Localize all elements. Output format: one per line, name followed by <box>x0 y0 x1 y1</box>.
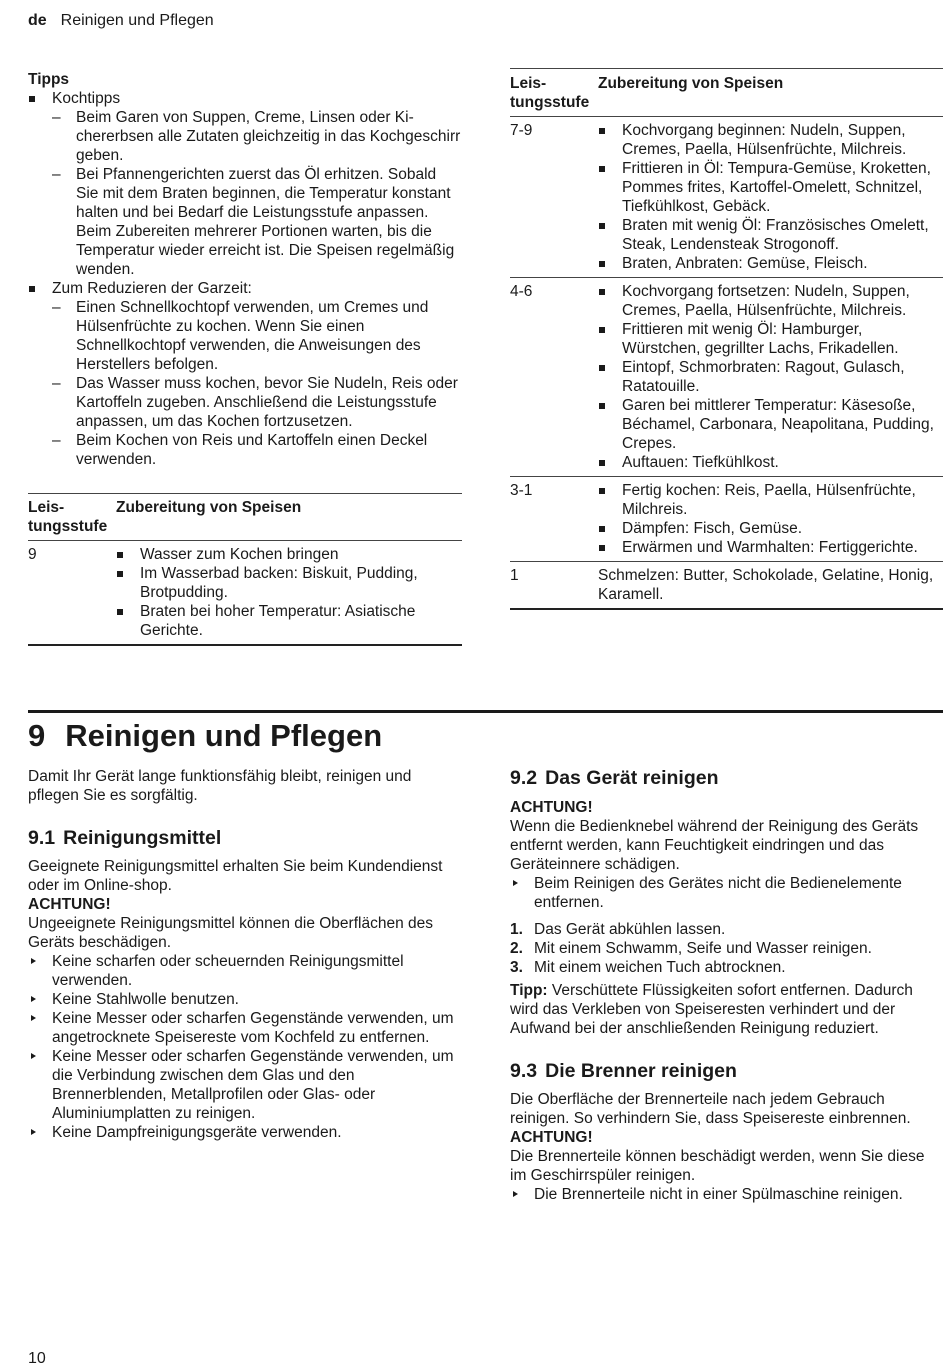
table-cell-preparation: Schmelzen: Butter, Schokolade, Gelatine, Honig, Karamell. <box>598 567 934 603</box>
list-item: Dämpfen: Fisch, Gemüse. <box>598 519 943 538</box>
subsection-heading <box>510 1059 943 1083</box>
tips-sublist <box>52 298 462 469</box>
tips-group-label: Zum Reduzieren der Garzeit: <box>52 280 252 297</box>
tip-label: Tipp: <box>510 982 548 999</box>
table-cell-level: 9 <box>28 546 37 563</box>
instruction-list <box>510 1185 943 1204</box>
subsection-heading <box>28 826 462 850</box>
list-item: Die Brennerteile nicht in einer Spülmaschine reinigen. <box>510 1185 943 1204</box>
tip-paragraph <box>510 981 943 1038</box>
running-header <box>28 11 214 30</box>
step-text: Mit einem weichen Tuch abtrocknen. <box>534 959 786 976</box>
list-item: Eintopf, Schmorbraten: Ragout, Gulasch, Ratatouille. <box>598 358 943 396</box>
table-cell-preparation <box>598 278 943 477</box>
step-number: 2. <box>510 940 523 957</box>
tips-group-label: Kochtipps <box>52 90 121 107</box>
subsection-number: 9.1 <box>28 827 56 849</box>
table-cell-preparation <box>598 477 943 562</box>
step-number: 3. <box>510 959 523 976</box>
table-row <box>28 541 462 646</box>
table-header-level: Leistungsstufe <box>510 75 590 111</box>
list-item: Braten, Anbraten: Gemüse, Fleisch. <box>598 254 943 273</box>
tips-sublist <box>52 108 462 279</box>
tip-item: – Das Wasser muss kochen, bevor Sie Nudeln, Reis oder Kartoffeln zugeben. Anschließend die Leistungsstufe anpassen, um das Kochen fortzusetzen. <box>52 374 462 431</box>
table-cell-level: 3-1 <box>510 482 533 499</box>
subsection-number: 9.2 <box>510 767 538 789</box>
warning-text: Die Brennerteile können beschädigt werden, wenn Sie diese im Geschirrspüler reinigen. <box>510 1148 925 1184</box>
table-row <box>510 278 943 477</box>
list-item: Keine Messer oder scharfen Gegenstände verwenden, um die Verbindung zwischen dem Glas und den Brennerblenden, Metallprofilen oder Glas- oder Aluminiumplatten zu reinigen. <box>28 1047 462 1123</box>
table-cell-preparation <box>116 541 462 646</box>
paragraph: Die Oberfläche der Brennerteile nach jedem Gebrauch reinigen. So verhindern Sie, dass Speisereste einbrennen. <box>510 1091 911 1127</box>
paragraph: Geeignete Reinigungsmittel erhalten Sie beim Kundendienst oder im Online-shop. <box>28 858 443 894</box>
list-item: Garen bei mittlerer Temperatur: Käsesoße, Béchamel, Carbonara, Neapolitana, Pudding, Crepes. <box>598 396 943 453</box>
list-item: Im Wasserbad backen: Biskuit, Pudding, Brotpudding. <box>116 564 462 602</box>
list-item: Erwärmen und Warmhalten: Fertiggerichte. <box>598 538 943 557</box>
table-row <box>510 117 943 278</box>
table-row <box>510 477 943 562</box>
header-title: Reinigen und Pflegen <box>60 12 214 29</box>
list-item: Frittieren mit wenig Öl: Hamburger, Würstchen, gegrillter Lachs, Frikadellen. <box>598 320 943 358</box>
section-number: 9 <box>28 718 46 753</box>
subsection-heading <box>510 766 943 790</box>
step-item <box>510 958 943 977</box>
step-item <box>510 920 943 939</box>
step-list <box>510 920 943 977</box>
tip-item: – Einen Schnellkochtopf verwenden, um Cremes und Hülsenfrüchte zu kochen. Wenn Sie einen Schnellkochtopf verwenden, die Anweisungen des Herstellers befolgen. <box>52 298 462 374</box>
section-title: Reinigen und Pflegen <box>65 718 383 753</box>
tip-item: – Beim Kochen von Reis und Kartoffeln einen Deckel verwenden. <box>52 431 462 469</box>
subsection-title: Das Gerät reinigen <box>545 767 719 789</box>
list-item: Braten bei hoher Temperatur: Asiatische Gerichte. <box>116 602 462 640</box>
table-cell-level: 4-6 <box>510 283 533 300</box>
instruction-list <box>510 874 943 912</box>
warning-label: ACHTUNG! <box>510 799 593 816</box>
list-item: Frittieren in Öl: Tempura-Gemüse, Kroketten, Pommes frites, Kartoffel-Omelett, Schnitzel, Tiefkühlkost, Gebäck. <box>598 159 943 216</box>
list-item: Keine Stahlwolle benutzen. <box>28 990 462 1009</box>
subsection-title: Reinigungsmittel <box>63 827 222 849</box>
list-item: Auftauen: Tiefkühlkost. <box>598 453 943 472</box>
table-header-preparation: Zubereitung von Speisen <box>598 75 784 92</box>
section-9-content <box>28 767 462 1142</box>
tips-title: Tipps <box>28 71 70 88</box>
tips-block <box>28 70 462 469</box>
tips-list <box>28 89 462 469</box>
table-cell-level: 7-9 <box>510 122 533 139</box>
step-text: Mit einem Schwamm, Seife und Wasser reinigen. <box>534 940 872 957</box>
list-item: Keine Dampfreinigungsgeräte verwenden. <box>28 1123 462 1142</box>
warning-text: Ungeeignete Reinigungsmittel können die Oberflächen des Geräts beschädigen. <box>28 915 433 951</box>
tip-item: – Beim Garen von Suppen, Creme, Linsen oder Kichererbsen alle Zutaten gleichzeitig in das Kochgeschirr geben. <box>52 108 462 165</box>
table-header-preparation: Zubereitung von Speisen <box>116 499 302 516</box>
section-divider <box>28 710 943 713</box>
list-item: Keine Messer oder scharfen Gegenstände verwenden, um angetrocknete Speisereste vom Kochfeld zu entfernen. <box>28 1009 462 1047</box>
instruction-list <box>28 952 462 1142</box>
list-item: Fertig kochen: Reis, Paella, Hülsenfrüchte, Milchreis. <box>598 481 943 519</box>
table-cell-preparation <box>598 117 943 278</box>
power-level-table-left <box>28 493 462 646</box>
warning-label: ACHTUNG! <box>28 896 111 913</box>
step-text: Das Gerät abkühlen lassen. <box>534 921 726 938</box>
step-number: 1. <box>510 921 523 938</box>
tip-text: Verschüttete Flüssigkeiten sofort entfernen. Dadurch wird das Verkleben von Speiseresten verhindert und der Aufwand bei der anschließenden Reinigung reduziert. <box>510 982 913 1037</box>
list-item: Kochvorgang beginnen: Nudeln, Suppen, Cremes, Paella, Hülsenfrüchte, Milchreis. <box>598 121 943 159</box>
table-header-level: Leistungsstufe <box>28 499 108 535</box>
section-9-right-content <box>510 766 943 1204</box>
tips-group <box>28 279 462 469</box>
list-item: Braten mit wenig Öl: Französisches Omelett, Steak, Lendensteak Strogonoff. <box>598 216 943 254</box>
section-heading <box>28 716 382 756</box>
list-item: Keine scharfen oder scheuernden Reinigungsmittel verwenden. <box>28 952 462 990</box>
list-item: Wasser zum Kochen bringen <box>116 545 462 564</box>
warning-text: Wenn die Bedienknebel während der Reinigung des Geräts entfernt werden, kann Feuchtigkeit eindringen und das Geräteinnere schädigen. <box>510 818 919 873</box>
page-number: 10 <box>28 1350 46 1367</box>
subsection-number: 9.3 <box>510 1060 538 1082</box>
subsection-title: Die Brenner reinigen <box>545 1060 737 1082</box>
tips-group <box>28 89 462 279</box>
table-row <box>510 562 943 610</box>
power-level-table-right <box>510 68 943 610</box>
warning-label: ACHTUNG! <box>510 1129 593 1146</box>
tip-item: – Bei Pfannengerichten zuerst das Öl erhitzen. Sobald Sie mit dem Braten beginnen, die Temperatur konstant halten und bei Bedarf die Leistungsstufe anpassen. Beim Zubereiten mehrerer Portionen warten, bis die Temperatur wieder erreicht ist. Die Speisen regelmäßig wenden. <box>52 165 462 279</box>
section-intro: Damit Ihr Gerät lange funktionsfähig bleibt, reinigen und pflegen Sie es sorgfältig. <box>28 768 412 804</box>
list-item: Beim Reinigen des Gerätes nicht die Bedienelemente entfernen. <box>510 874 943 912</box>
table-cell-level: 1 <box>510 567 519 584</box>
step-item <box>510 939 943 958</box>
language-code: de <box>28 12 47 29</box>
list-item: Kochvorgang fortsetzen: Nudeln, Suppen, Cremes, Paella, Hülsenfrüchte, Milchreis. <box>598 282 943 320</box>
